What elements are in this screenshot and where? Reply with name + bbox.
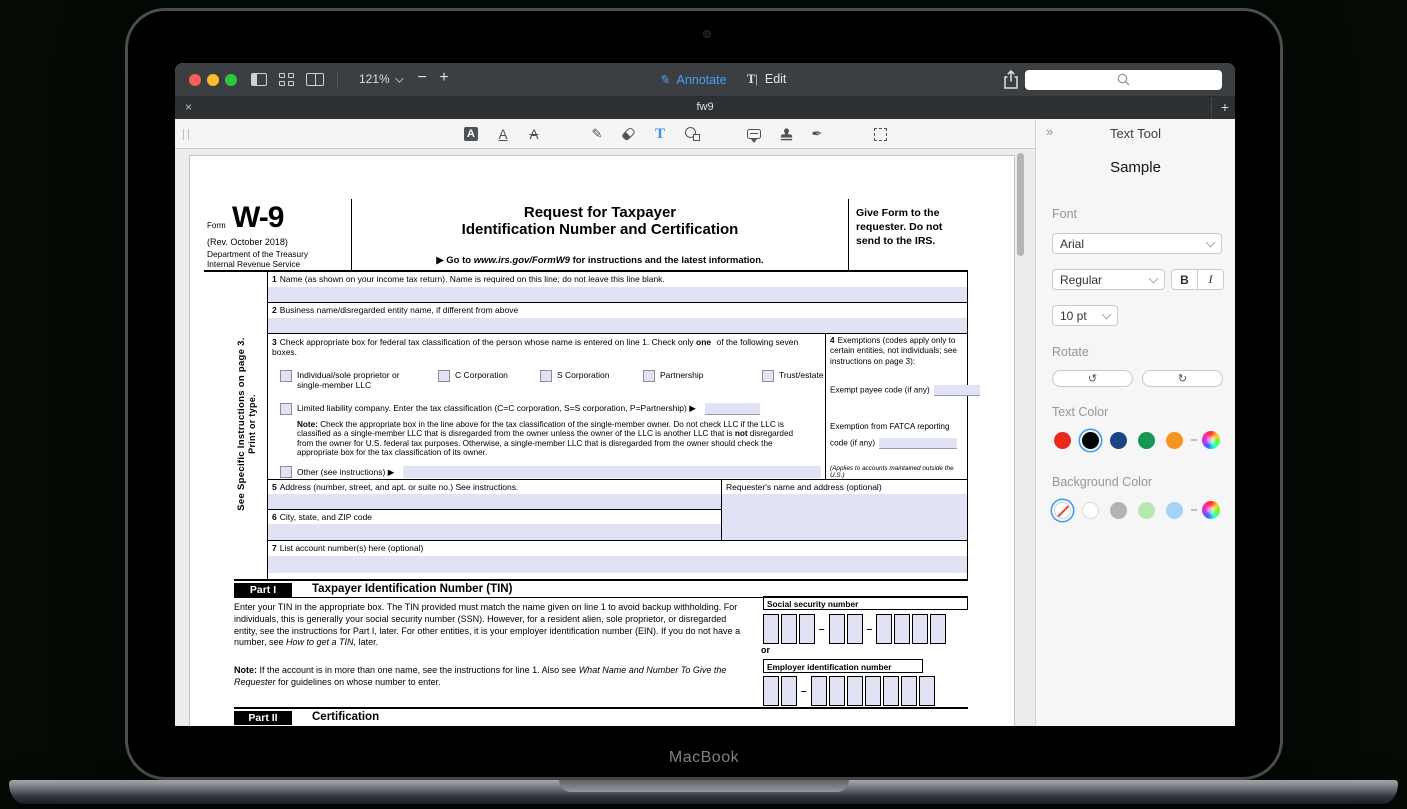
underline-tool-button[interactable]: [492, 123, 514, 145]
ssn-label-box: Social security number: [763, 596, 968, 610]
collapse-panel-icon[interactable]: »: [1046, 124, 1054, 139]
form-header: [204, 199, 968, 272]
name-input-field[interactable]: [268, 287, 967, 303]
checkbox-icon[interactable]: [540, 370, 552, 382]
text-color-swatches: [1054, 431, 1220, 449]
text-color-blue-swatch[interactable]: [1110, 432, 1127, 449]
macbook-screen-bezel: [125, 8, 1283, 780]
line4-label: 4 Exemptions (codes apply only to certain entities, not individuals; see instructions on page 3):: [830, 336, 957, 366]
part2-title: Certification: [312, 711, 380, 723]
checkbox-individual[interactable]: Individual/sole proprietor or single-member LLC: [280, 370, 410, 390]
eraser-tool-button[interactable]: [617, 123, 639, 145]
city-state-zip-input-field[interactable]: [268, 524, 721, 540]
background-color-green-swatch[interactable]: [1138, 502, 1155, 519]
font-style-dropdown[interactable]: Regular: [1052, 269, 1165, 290]
checkbox-icon[interactable]: [280, 370, 292, 382]
text-tool-panel: [1035, 119, 1235, 726]
line3-label: 3 Check appropriate box for federal tax classification of the person whose name is entered on line 1. Check only one of the following seven boxes.: [272, 337, 799, 357]
print-or-type-note: See Specific Instructions on page 3. Print or type.: [236, 337, 257, 511]
form-word: Form: [207, 221, 226, 230]
background-color-white-swatch[interactable]: [1082, 502, 1099, 519]
macbook-brand-label: MacBook: [668, 749, 740, 766]
toolbar-drag-handle[interactable]: [183, 129, 189, 140]
form-title-line1: Request for Taxpayer: [523, 204, 677, 221]
address-column: [268, 480, 721, 540]
rotate-cw-button[interactable]: [1142, 370, 1223, 387]
two-page-view-button[interactable]: [306, 73, 324, 86]
form-number: W-9: [232, 201, 284, 234]
line2-label: 2 Business name/disregarded entity name, if different from above: [272, 305, 519, 315]
rotate-ccw-icon: ↺: [1087, 373, 1098, 385]
chevron-down-icon: [1102, 309, 1112, 319]
ein-input-boxes[interactable]: –: [763, 676, 937, 706]
vertical-scrollbar[interactable]: [1017, 153, 1024, 256]
ssn-digit-box[interactable]: [930, 614, 946, 644]
part1-note: Note: If the account is in more than one name, see the instructions for line 1. Also see What Name and Number To Give the Requester for guidelines on whose number to enter.: [234, 665, 727, 687]
text-color-red-swatch[interactable]: [1054, 432, 1071, 449]
thumbnails-view-button[interactable]: [279, 73, 294, 86]
main-toolbar: [175, 63, 1235, 97]
ssn-digit-box[interactable]: [876, 614, 892, 644]
swatch-divider: [1191, 439, 1197, 441]
ssn-digit-box[interactable]: [763, 614, 779, 644]
address-input-field[interactable]: [268, 494, 721, 510]
fatca-row: code (if any): [830, 438, 957, 449]
ssn-digit-box[interactable]: [847, 614, 863, 644]
background-color-section-label: Background Color: [1052, 475, 1153, 489]
llc-note: Note: Check the appropriate box in the line above for the tax classification of the single-member owner. Do not check LLC if the LLC is classified as a single-member LLC that is disregarded from the owner unless the owner of the LLC is another LLC that is not disregarded from the owner for U.S. federal tax purposes. Otherwise, a single-member LLC that is disregarded from the owner should check the appropriate box for the tax classification of its owner.: [297, 420, 794, 457]
checkbox-c-corporation[interactable]: C Corporation: [438, 370, 508, 382]
share-icon[interactable]: [1002, 70, 1020, 90]
requester-input-field[interactable]: [722, 494, 967, 540]
sample-preview-text: Sample: [1110, 159, 1161, 176]
line7-label: 7 List account number(s) here (optional): [272, 543, 424, 553]
text-tool-button[interactable]: [649, 123, 671, 145]
sidebar-view-button[interactable]: [251, 73, 267, 86]
background-color-wheel-icon[interactable]: [1202, 501, 1220, 519]
italic-button[interactable]: I: [1208, 272, 1213, 286]
llc-classification-input[interactable]: [705, 403, 760, 415]
background-color-gray-swatch[interactable]: [1110, 502, 1127, 519]
macbook-lid-notch: [559, 780, 849, 792]
ein-digit-box[interactable]: [829, 676, 845, 706]
ssn-digit-box[interactable]: [799, 614, 815, 644]
form-main-box: [267, 272, 968, 579]
document-tab[interactable]: fw9: [696, 101, 714, 113]
zoom-level-dropdown[interactable]: 121%: [359, 72, 401, 86]
form-revision: (Rev. October 2018): [207, 237, 288, 247]
ein-digit-box[interactable]: [919, 676, 935, 706]
zoom-in-button[interactable]: +: [439, 69, 449, 86]
applies-note: (Applies to accounts maintained outside the U.S.): [830, 465, 954, 479]
strikethrough-icon: A: [529, 126, 539, 142]
give-form-note: Give Form to the requester. Do not send to the IRS.: [856, 207, 943, 248]
highlight-text-tool-button[interactable]: [460, 123, 482, 145]
pen-tool-button[interactable]: [586, 123, 608, 145]
checkbox-icon[interactable]: [280, 466, 292, 478]
ein-digit-box[interactable]: [865, 676, 881, 706]
rotate-cw-icon: ↻: [1177, 373, 1188, 385]
classification-section: [268, 334, 967, 480]
checkbox-partnership[interactable]: Partnership: [643, 370, 703, 382]
shapes-icon: [685, 127, 700, 141]
chevron-down-icon: [1206, 237, 1216, 247]
account-numbers-input-field[interactable]: [268, 556, 967, 573]
ein-digit-box[interactable]: [811, 676, 827, 706]
form-goto-line: ▶ Go to www.irs.gov/FormW9 for instructions and the latest information.: [436, 255, 764, 266]
tab-divider: [1211, 97, 1212, 119]
ein-digit-box[interactable]: [781, 676, 797, 706]
line3-column: [268, 334, 825, 479]
text-color-section-label: Text Color: [1052, 405, 1109, 419]
pencil-icon: ✎: [591, 126, 603, 141]
new-tab-button[interactable]: +: [1220, 99, 1229, 115]
ssn-input-boxes[interactable]: – –: [763, 614, 948, 644]
edit-text-icon: T|: [747, 72, 758, 86]
checkbox-icon[interactable]: [643, 370, 655, 382]
text-color-orange-swatch[interactable]: [1166, 432, 1183, 449]
webcam-icon: [704, 31, 710, 37]
stamp-tool-button[interactable]: [775, 123, 797, 145]
toolbar-divider: [337, 71, 338, 89]
checkbox-icon[interactable]: [280, 403, 292, 415]
ein-digit-box[interactable]: [901, 676, 917, 706]
address-section: [268, 480, 967, 541]
part2-badge: Part II: [234, 711, 292, 725]
line4-column: [825, 334, 967, 479]
minimize-window-button[interactable]: [207, 74, 219, 86]
ein-digit-box[interactable]: [847, 676, 863, 706]
ssn-digit-box[interactable]: [781, 614, 797, 644]
font-section-label: Font: [1052, 207, 1078, 221]
rotate-ccw-button[interactable]: [1052, 370, 1133, 387]
eraser-icon: [621, 127, 636, 142]
irs-line: Internal Revenue Service: [207, 259, 301, 269]
shapes-tool-button[interactable]: [681, 123, 703, 145]
tab-edit[interactable]: [747, 72, 786, 87]
annotate-pen-icon: ✎: [659, 73, 670, 87]
form-title-line2: Identification Number and Certification: [461, 221, 739, 238]
bold-button[interactable]: B: [1172, 270, 1198, 289]
panel-title: Text Tool: [1109, 126, 1162, 141]
checkbox-llc[interactable]: Limited liability company. Enter the tax classification (C=C corporation, S=S corporation, P=Partnership) ▶: [280, 403, 760, 415]
form-title-block: [352, 199, 849, 270]
close-window-button[interactable]: [189, 74, 201, 86]
treasury-line: Department of the Treasury: [207, 249, 308, 259]
ssn-digit-box[interactable]: [912, 614, 928, 644]
chevron-down-icon: [1149, 273, 1159, 283]
tab-bar: [175, 97, 1235, 119]
search-box[interactable]: [1025, 70, 1222, 90]
stamp-icon: [779, 127, 794, 142]
fatca-label-1: Exemption from FATCA reporting: [830, 422, 950, 431]
part1-paragraph: Enter your TIN in the appropriate box. The TIN provided must match the name given on line 1 to avoid backup withholding. For individuals, this is generally your social security number (SSN). However, for a resident alien, sole proprietor, or disregarded entity, see the instructions for Part I, later. For other entities, it is your employer identification number (EIN). If you do not have a number, see How to get a TIN, later.: [234, 602, 741, 648]
line5-label: 5 Address (number, street, and apt. or suite no.) See instructions.: [272, 482, 519, 492]
exempt-payee-row: Exempt payee code (if any): [830, 385, 980, 396]
bold-italic-group: [1171, 269, 1224, 290]
strikethrough-tool-button[interactable]: [523, 123, 545, 145]
requester-box: [721, 480, 967, 540]
checkbox-trust-estate[interactable]: Trust/estate: [762, 370, 824, 382]
text-color-black-swatch[interactable]: [1082, 432, 1099, 449]
line1-label: 1 Name (as shown on your income tax return). Name is required on this line; do not leave this line blank.: [272, 274, 665, 284]
document-viewport[interactable]: [175, 149, 1035, 726]
text-color-green-swatch[interactable]: [1138, 432, 1155, 449]
text-color-wheel-icon[interactable]: [1202, 431, 1220, 449]
background-color-none-swatch[interactable]: [1054, 502, 1071, 519]
highlighter-icon: A: [464, 127, 478, 141]
zoom-out-button[interactable]: −: [417, 69, 427, 86]
business-name-input-field[interactable]: [268, 318, 967, 334]
zoom-window-button[interactable]: [225, 74, 237, 86]
search-icon: [1117, 73, 1130, 87]
close-tab-icon[interactable]: ×: [185, 100, 193, 114]
checkbox-other[interactable]: Other (see instructions) ▶: [280, 466, 821, 478]
rotate-section-label: Rotate: [1052, 345, 1089, 359]
or-label: or: [761, 645, 770, 655]
chevron-down-icon: [395, 74, 403, 82]
comment-icon: [747, 129, 761, 139]
ein-label-box: Employer identification number: [763, 659, 923, 673]
background-color-blue-swatch[interactable]: [1166, 502, 1183, 519]
checkbox-icon[interactable]: [438, 370, 450, 382]
checkbox-icon[interactable]: [762, 370, 774, 382]
other-input-field[interactable]: [403, 466, 821, 478]
annotate-label: Annotate: [676, 73, 727, 87]
text-tool-icon: T: [654, 125, 665, 142]
background-color-swatches: [1054, 501, 1220, 519]
requester-label: Requester's name and address (optional): [726, 482, 882, 492]
ein-digit-box[interactable]: [883, 676, 899, 706]
selection-marquee-icon: [874, 128, 887, 141]
checkbox-s-corporation[interactable]: S Corporation: [540, 370, 609, 382]
part2-header: [234, 707, 968, 725]
w9-form-page: [189, 155, 1015, 726]
exempt-payee-input[interactable]: [934, 385, 980, 396]
annotation-toolbar: [175, 119, 1035, 149]
signature-tool-button[interactable]: [806, 123, 828, 145]
font-family-dropdown[interactable]: Arial: [1052, 233, 1222, 254]
ssn-digit-box[interactable]: [894, 614, 910, 644]
note-tool-button[interactable]: [743, 123, 765, 145]
part1-badge: Part I: [234, 583, 292, 597]
pdf-app-window: [175, 63, 1235, 726]
font-size-dropdown[interactable]: 10 pt: [1052, 305, 1118, 326]
form-id-block: [204, 199, 352, 270]
edit-label: Edit: [764, 72, 787, 86]
fountain-pen-icon: ✒: [811, 126, 823, 141]
tab-annotate[interactable]: [659, 72, 727, 87]
part1-title: Taxpayer Identification Number (TIN): [312, 583, 513, 595]
underline-icon: A: [498, 126, 508, 142]
ein-digit-box[interactable]: [763, 676, 779, 706]
fatca-code-input[interactable]: [879, 438, 957, 449]
line6-label: 6 City, state, and ZIP code: [272, 512, 373, 522]
ssn-digit-box[interactable]: [829, 614, 845, 644]
swatch-divider: [1191, 509, 1197, 511]
selection-tool-button[interactable]: [869, 123, 891, 145]
